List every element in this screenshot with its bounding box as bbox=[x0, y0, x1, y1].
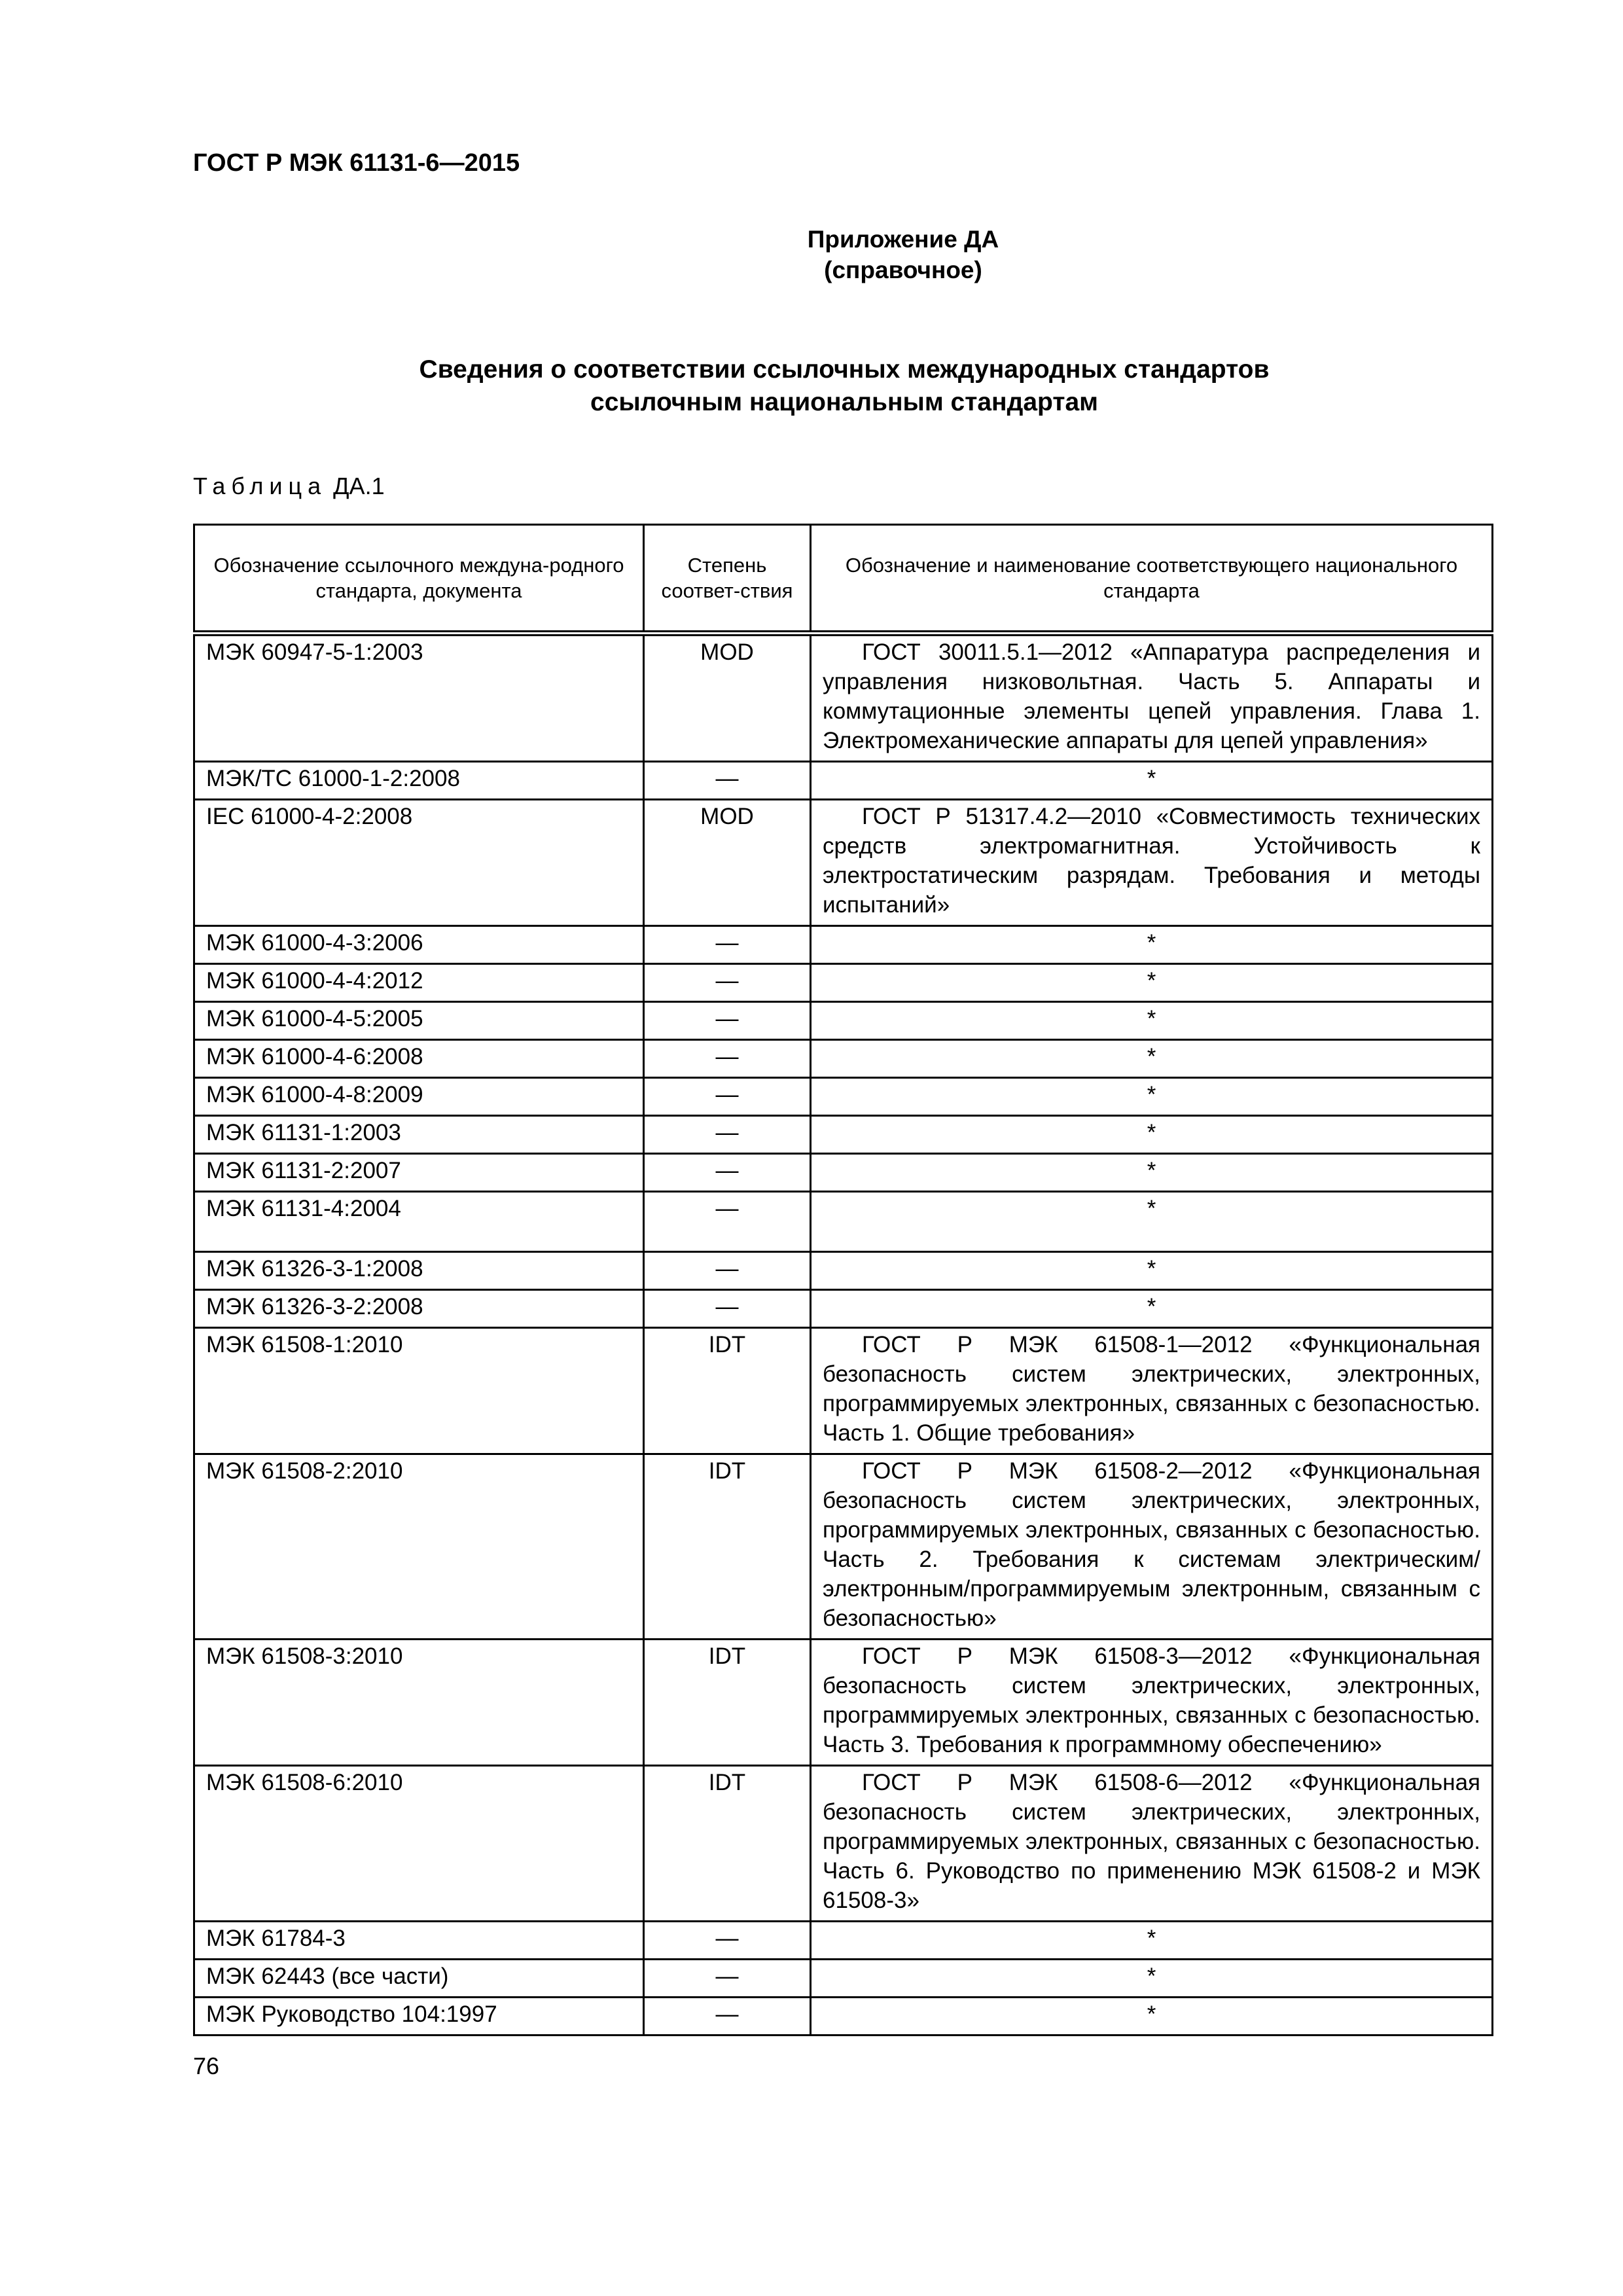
table-row bbox=[194, 964, 1493, 1002]
cell-ref-standard: МЭК 61000-4-6:2008 bbox=[194, 1040, 644, 1078]
cell-national-standard: ГОСТ 30011.5.1—2012 «Аппаратура распределения и управления низковольтная. Часть 5. Аппараты и коммутационные элементы цепей управления. Глава 1. Электромеханические аппараты для цепей управления» bbox=[811, 634, 1493, 762]
table-row bbox=[194, 1116, 1493, 1154]
main-title bbox=[193, 353, 1495, 419]
cell-national-standard: * bbox=[811, 1116, 1493, 1154]
cell-degree: IDT bbox=[644, 1328, 811, 1454]
cell-national-standard: * bbox=[811, 1960, 1493, 1998]
table-row bbox=[194, 1290, 1493, 1328]
cell-national-standard: * bbox=[811, 1290, 1493, 1328]
table-body bbox=[194, 634, 1493, 2036]
header-national-standard: Обозначение и наименование соответствующего национального стандарта bbox=[811, 525, 1493, 634]
cell-degree: — bbox=[644, 762, 811, 800]
cell-national-standard: * bbox=[811, 964, 1493, 1002]
cell-ref-standard: МЭК 61131-1:2003 bbox=[194, 1116, 644, 1154]
cell-ref-standard: МЭК 61000-4-8:2009 bbox=[194, 1078, 644, 1116]
cell-degree: — bbox=[644, 1960, 811, 1998]
table-row bbox=[194, 1002, 1493, 1040]
cell-degree: IDT bbox=[644, 1454, 811, 1640]
table-row bbox=[194, 762, 1493, 800]
table-row bbox=[194, 1998, 1493, 2036]
page-number: 76 bbox=[193, 2053, 220, 2079]
table-caption bbox=[193, 473, 385, 500]
table-row bbox=[194, 1454, 1493, 1640]
cell-degree: — bbox=[644, 1116, 811, 1154]
cell-degree: IDT bbox=[644, 1640, 811, 1766]
cell-degree: MOD bbox=[644, 634, 811, 762]
cell-degree: MOD bbox=[644, 800, 811, 926]
cell-national-standard: * bbox=[811, 1078, 1493, 1116]
cell-degree: IDT bbox=[644, 1766, 811, 1922]
cell-ref-standard: МЭК 61326-3-1:2008 bbox=[194, 1252, 644, 1290]
cell-ref-standard: МЭК 61000-4-4:2012 bbox=[194, 964, 644, 1002]
cell-ref-standard: МЭК 61131-4:2004 bbox=[194, 1192, 644, 1252]
document-code: ГОСТ Р МЭК 61131-6—2015 bbox=[193, 149, 520, 177]
cell-national-standard: ГОСТ Р МЭК 61508-6—2012 «Функциональная безопасность систем электрических, электронных, программируемых электронных, связанных с безопасностью. Часть 6. Руководство по применению МЭК 61508-2 и МЭК 61508-3» bbox=[811, 1766, 1493, 1922]
cell-degree: — bbox=[644, 1922, 811, 1960]
cell-national-standard: * bbox=[811, 1002, 1493, 1040]
table-header-row bbox=[194, 525, 1493, 634]
cell-ref-standard: IEC 61000-4-2:2008 bbox=[194, 800, 644, 926]
cell-national-standard: * bbox=[811, 762, 1493, 800]
header-ref-standard: Обозначение ссылочного междуна-родного стандарта, документа bbox=[194, 525, 644, 634]
table-caption-label: Таблица bbox=[193, 473, 327, 499]
cell-national-standard: * bbox=[811, 1192, 1493, 1252]
cell-degree: — bbox=[644, 1998, 811, 2036]
cell-degree: — bbox=[644, 1154, 811, 1192]
cell-degree: — bbox=[644, 1002, 811, 1040]
table-row bbox=[194, 1192, 1493, 1252]
cell-ref-standard: МЭК Руководство 104:1997 bbox=[194, 1998, 644, 2036]
cell-ref-standard: МЭК 62443 (все части) bbox=[194, 1960, 644, 1998]
table-row bbox=[194, 1328, 1493, 1454]
cell-degree: — bbox=[644, 964, 811, 1002]
table-row bbox=[194, 1640, 1493, 1766]
cell-ref-standard: МЭК 60947-5-1:2003 bbox=[194, 634, 644, 762]
cell-ref-standard: МЭК 61000-4-3:2006 bbox=[194, 926, 644, 964]
cell-degree: — bbox=[644, 1290, 811, 1328]
cell-national-standard: ГОСТ Р 51317.4.2—2010 «Совместимость технических средств электромагнитная. Устойчивость к электростатическим разрядам. Требования и методы испытаний» bbox=[811, 800, 1493, 926]
cell-national-standard: * bbox=[811, 1154, 1493, 1192]
cell-national-standard: ГОСТ Р МЭК 61508-3—2012 «Функциональная безопасность систем электрических, электронных, программируемых электронных, связанных с безопасностью. Часть 3. Требования к программному обеспечению» bbox=[811, 1640, 1493, 1766]
cell-national-standard: * bbox=[811, 1252, 1493, 1290]
cell-national-standard: * bbox=[811, 926, 1493, 964]
cell-national-standard: ГОСТ Р МЭК 61508-1—2012 «Функциональная безопасность систем электрических, электронных, программируемых электронных, связанных с безопасностью. Часть 1. Общие требования» bbox=[811, 1328, 1493, 1454]
table-caption-number: ДА.1 bbox=[333, 473, 385, 499]
cell-ref-standard: МЭК 61508-2:2010 bbox=[194, 1454, 644, 1640]
main-title-line-2: ссылочным национальным стандартам bbox=[590, 388, 1098, 416]
cell-ref-standard: МЭК 61508-3:2010 bbox=[194, 1640, 644, 1766]
cell-degree: — bbox=[644, 1252, 811, 1290]
annex-title: Приложение ДА bbox=[807, 226, 999, 253]
table-row bbox=[194, 1154, 1493, 1192]
annex-subtitle: (справочное) bbox=[824, 257, 982, 283]
header-degree: Степень соответ-ствия bbox=[644, 525, 811, 634]
cell-degree: — bbox=[644, 1040, 811, 1078]
table-row bbox=[194, 1252, 1493, 1290]
cell-ref-standard: МЭК 61326-3-2:2008 bbox=[194, 1290, 644, 1328]
table-row bbox=[194, 1960, 1493, 1998]
cell-ref-standard: МЭК 61000-4-5:2005 bbox=[194, 1002, 644, 1040]
table-row bbox=[194, 926, 1493, 964]
table-row bbox=[194, 1922, 1493, 1960]
cell-ref-standard: МЭК/ТС 61000-1-2:2008 bbox=[194, 762, 644, 800]
main-title-line-1: Сведения о соответствии ссылочных международных стандартов bbox=[419, 355, 1270, 384]
table-row bbox=[194, 1766, 1493, 1922]
reference-table bbox=[193, 524, 1493, 2036]
cell-degree: — bbox=[644, 1192, 811, 1252]
table-row bbox=[194, 800, 1493, 926]
cell-national-standard: ГОСТ Р МЭК 61508-2—2012 «Функциональная безопасность систем электрических, электронных, программируемых электронных, связанных с безопасностью. Часть 2. Требования к системам электрическим/электронным/программируемым электронным, связанным с безопасностью» bbox=[811, 1454, 1493, 1640]
cell-ref-standard: МЭК 61508-1:2010 bbox=[194, 1328, 644, 1454]
cell-degree: — bbox=[644, 1078, 811, 1116]
cell-national-standard: * bbox=[811, 1922, 1493, 1960]
table-row bbox=[194, 1040, 1493, 1078]
cell-national-standard: * bbox=[811, 1040, 1493, 1078]
cell-national-standard: * bbox=[811, 1998, 1493, 2036]
cell-ref-standard: МЭК 61131-2:2007 bbox=[194, 1154, 644, 1192]
cell-ref-standard: МЭК 61508-6:2010 bbox=[194, 1766, 644, 1922]
table-row bbox=[194, 634, 1493, 762]
table-row bbox=[194, 1078, 1493, 1116]
cell-ref-standard: МЭК 61784-3 bbox=[194, 1922, 644, 1960]
cell-degree: — bbox=[644, 926, 811, 964]
